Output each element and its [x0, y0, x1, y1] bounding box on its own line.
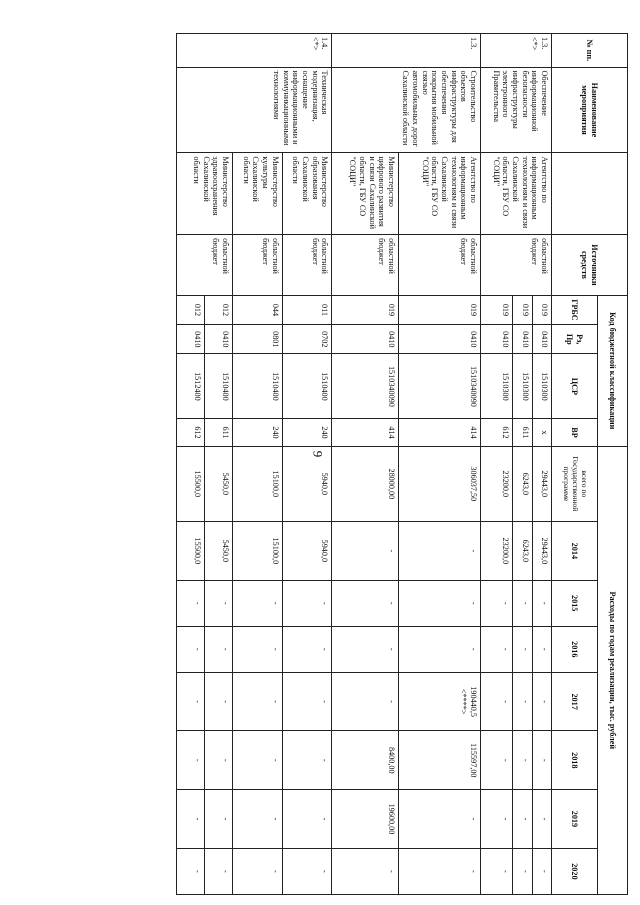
row-year-value: - — [399, 848, 481, 894]
row-csr: 1510400 — [282, 354, 332, 419]
row-year-value: - — [233, 672, 283, 731]
col-year-header: 2019 — [552, 790, 598, 849]
row-rzpr: 0410 — [532, 325, 551, 354]
table-row — [532, 34, 551, 895]
col-source-header: Источники средств — [552, 235, 628, 296]
row-csr: 1510300 — [480, 354, 512, 419]
row-name: Обеспечение информационной безопасности инфраструктуры электронного Правительства — [480, 67, 551, 153]
col-total-header: всего по Государственной программе — [552, 446, 598, 521]
col-year-header: 2018 — [552, 731, 598, 790]
col-year-header: 2014 — [552, 522, 598, 581]
row-total: 15100,0 — [233, 446, 283, 521]
row-rzpr: 0801 — [233, 325, 283, 354]
row-source: областной бюджет — [399, 235, 481, 296]
row-year-value: - — [332, 848, 399, 894]
row-csr: 1510400 — [233, 354, 283, 419]
col-year-header: 2016 — [552, 626, 598, 672]
col-rzpr-header: Рз, Пр — [552, 325, 598, 354]
row-year-value: - — [513, 580, 532, 626]
row-year-value: - — [399, 790, 481, 849]
row-exec: Агентство по информационным технологиям и связи Сахалинской области, ГБУ СО "СОЦИ" — [399, 153, 481, 235]
row-csr: 1512400 — [177, 354, 205, 419]
row-year-value: - — [480, 848, 512, 894]
table-row — [399, 34, 481, 895]
row-exec: Агентство по информационным технологиям и связи Сахалинской области, ГБУ СО "СОЦИ" — [480, 153, 551, 235]
table-row — [205, 34, 233, 895]
row-source: областной бюджет — [282, 235, 332, 296]
rotated-table-container — [176, 33, 628, 895]
row-year-value: 6243,0 — [513, 522, 532, 581]
row-year-value: - — [205, 731, 233, 790]
col-year-header: 2020 — [552, 848, 598, 894]
row-year-value: - — [233, 790, 283, 849]
row-year-value: - — [532, 626, 551, 672]
row-year-value: 15500,0 — [177, 522, 205, 581]
budget-table — [176, 33, 628, 895]
col-name-header: Наименование мероприятия — [552, 67, 628, 153]
row-grbs: 019 — [332, 295, 399, 324]
row-csr: 1510400 — [205, 354, 233, 419]
row-total: 29443,0 — [532, 446, 551, 521]
row-year-value: - — [532, 790, 551, 849]
row-year-value: - — [233, 580, 283, 626]
row-name: Техническая модернизация, оснащение информационными и коммуникационными технологиями — [177, 67, 332, 153]
col-grbs-header: ГРБС — [552, 295, 598, 324]
row-grbs: 011 — [282, 295, 332, 324]
row-vr: 414 — [399, 419, 481, 446]
col-exec-header — [552, 153, 628, 235]
table-row — [233, 34, 283, 895]
row-year-value: - — [513, 626, 532, 672]
row-vr: x — [532, 419, 551, 446]
row-year-value: - — [532, 580, 551, 626]
row-year-value: 19600,00 — [332, 790, 399, 849]
row-source: областной бюджет — [480, 235, 551, 296]
row-year-value: - — [480, 672, 512, 731]
row-year-value: - — [532, 731, 551, 790]
row-year-value: - — [205, 848, 233, 894]
row-year-value: - — [282, 790, 332, 849]
row-grbs: 019 — [399, 295, 481, 324]
row-year-value: - — [532, 672, 551, 731]
row-csr: 1510300 — [532, 354, 551, 419]
table-row — [332, 34, 399, 895]
row-vr: 612 — [177, 419, 205, 446]
row-year-value: - — [233, 626, 283, 672]
row-year-value: 8400,00 — [332, 731, 399, 790]
row-year-value: - — [233, 848, 283, 894]
row-vr: 414 — [332, 419, 399, 446]
col-vr-header: ВР — [552, 419, 598, 446]
row-year-value: - — [282, 731, 332, 790]
table-row — [282, 34, 332, 895]
row-rzpr: 0410 — [205, 325, 233, 354]
row-year-value: - — [205, 672, 233, 731]
row-vr: 240 — [233, 419, 283, 446]
row-total: 306037,50 — [399, 446, 481, 521]
row-year-value: - — [332, 672, 399, 731]
row-rzpr: 0410 — [513, 325, 532, 354]
row-year-value: - — [205, 790, 233, 849]
row-year-value: - — [332, 580, 399, 626]
row-year-value: - — [399, 580, 481, 626]
row-grbs: 044 — [233, 295, 283, 324]
row-source: областной бюджет — [233, 235, 283, 296]
row-year-value: - — [513, 672, 532, 731]
row-grbs: 019 — [532, 295, 551, 324]
row-year-value: - — [332, 626, 399, 672]
row-year-value: - — [205, 580, 233, 626]
row-csr: 1510300 — [513, 354, 532, 419]
row-year-value: 23200,0 — [480, 522, 512, 581]
row-rzpr: 0410 — [177, 325, 205, 354]
row-source: областной бюджет — [177, 235, 233, 296]
row-year-value: - — [177, 626, 205, 672]
row-year-value: - — [513, 790, 532, 849]
row-total: 5450,0 — [205, 446, 233, 521]
row-vr: 240 — [282, 419, 332, 446]
row-exec: Министерство культуры Сахалинской области — [233, 153, 283, 235]
row-year-value: - — [177, 580, 205, 626]
row-source: областной бюджет — [332, 235, 399, 296]
row-year-value: - — [480, 731, 512, 790]
code-group-header: Код бюджетной классификации — [598, 295, 628, 446]
col-csr-header: ЦСР — [552, 354, 598, 419]
col-year-header: 2015 — [552, 580, 598, 626]
row-vr: 612 — [480, 419, 512, 446]
row-year-value: - — [480, 626, 512, 672]
row-exec: Министерство образования Сахалинской области — [282, 153, 332, 235]
row-year-value: 190440,5 <****> — [399, 672, 481, 731]
row-year-value: - — [513, 848, 532, 894]
row-grbs: 012 — [177, 295, 205, 324]
row-year-value: - — [177, 848, 205, 894]
col-year-header: 2017 — [552, 672, 598, 731]
row-year-value: - — [177, 672, 205, 731]
row-year-value: 15100,0 — [233, 522, 283, 581]
col-no-header: № пп. — [552, 34, 628, 68]
row-total: 5940,0 — [282, 446, 332, 521]
row-total: 15500,0 — [177, 446, 205, 521]
row-year-value: - — [513, 731, 532, 790]
row-year-value: - — [399, 522, 481, 581]
row-year-value: - — [205, 626, 233, 672]
row-year-value: - — [532, 848, 551, 894]
row-total: 28000,00 — [332, 446, 399, 521]
row-exec: Министерство цифрового развития и связи Сахалинской области, ГБУ СО "СОЦИ" — [332, 153, 399, 235]
row-rzpr: 0410 — [480, 325, 512, 354]
row-year-value: - — [332, 522, 399, 581]
row-year-value: 5940,0 — [282, 522, 332, 581]
row-grbs: 019 — [480, 295, 512, 324]
row-year-value: - — [282, 848, 332, 894]
row-csr: 1510340090 — [399, 354, 481, 419]
row-no: 1.3. — [332, 34, 481, 68]
row-vr: 611 — [205, 419, 233, 446]
row-year-value: - — [480, 580, 512, 626]
row-no: 1.3. <*> — [480, 34, 551, 68]
row-rzpr: 0410 — [399, 325, 481, 354]
row-total: 6243,0 — [513, 446, 532, 521]
row-year-value: 29443,0 — [532, 522, 551, 581]
row-year-value: 115597,00 — [399, 731, 481, 790]
row-year-value: - — [399, 626, 481, 672]
expense-group-header: Расходы по годам реализации, тыс. рублей — [598, 446, 628, 894]
row-rzpr: 0702 — [282, 325, 332, 354]
row-year-value: - — [480, 790, 512, 849]
row-year-value: - — [177, 731, 205, 790]
row-name: Строительство объектов инфраструктуры для обеспечения покрытия мобильной связью автомобильных дорог Сахалинской области — [332, 67, 481, 153]
row-grbs: 012 — [205, 295, 233, 324]
row-year-value: - — [177, 790, 205, 849]
row-vr: 611 — [513, 419, 532, 446]
row-rzpr: 0410 — [332, 325, 399, 354]
row-year-value: 5450,0 — [205, 522, 233, 581]
row-grbs: 019 — [513, 295, 532, 324]
row-exec: Министерство здравоохранения Сахалинской области — [177, 153, 233, 235]
row-year-value: - — [282, 626, 332, 672]
row-total: 23200,0 — [480, 446, 512, 521]
row-no: 1.4. <*> — [177, 34, 332, 68]
row-year-value: - — [233, 731, 283, 790]
row-csr: 1510340090 — [332, 354, 399, 419]
row-year-value: - — [282, 580, 332, 626]
page-number: 9 — [310, 450, 326, 458]
row-year-value: - — [282, 672, 332, 731]
